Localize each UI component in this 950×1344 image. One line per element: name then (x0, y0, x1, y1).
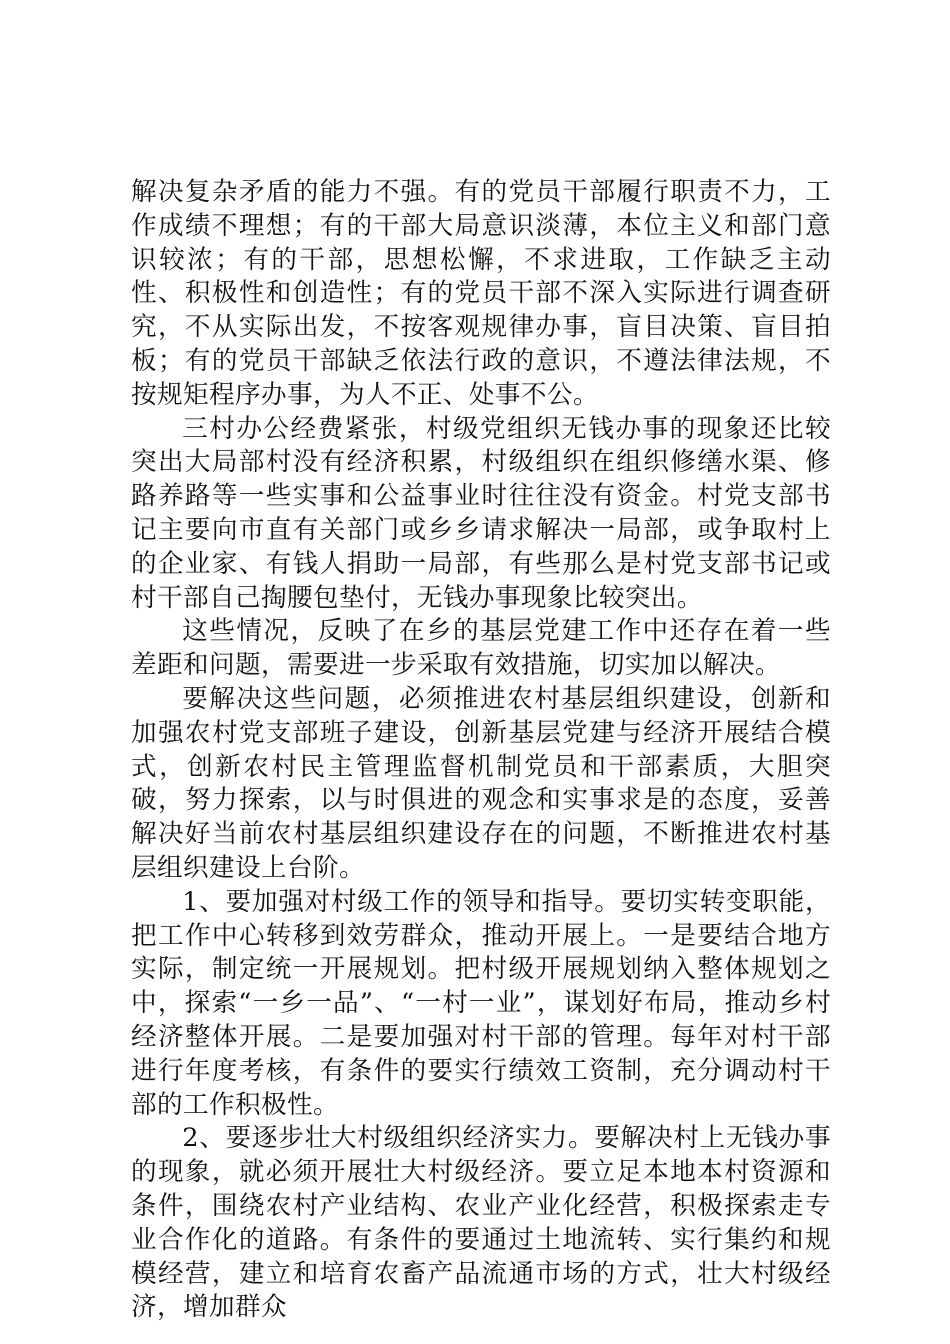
paragraph-5: 1、要加强对村级工作的领导和指导。要切实转变职能，把工作中心转移到效劳群众，推动开展上。一是要结合地方实际，制定统一开展规划。把村级开展规划纳入整体规划之中，探索“一乡一品”、“一村一业”，谋划好布局，推动乡村经济整体开展。二是要加强对村干部的管理。每年对村干部进行年度考核，有条件的要实行绩效工资制，充分调动村干部的工作积极性。 (131, 886, 831, 1120)
document-page (131, 176, 831, 1325)
paragraph-2: 三村办公经费紧张，村级党组织无钱办事的现象还比较突出大局部村没有经济积累，村级组织在组织修缮水渠、修路养路等一些实事和公益事业时往往没有资金。村党支部书记主要向市直有关部门或乡乡请求解决一局部，或争取村上的企业家、有钱人捐助一局部，有些那么是村党支部书记或村干部自己掏腰包垫付，无钱办事现象比较突出。 (131, 413, 831, 613)
paragraph-4: 要解决这些问题，必须推进农村基层组织建设，创新和加强农村党支部班子建设，创新基层党建与经济开展结合模式，创新农村民主管理监督机制党员和干部素质，大胆突破，努力探索，以与时俱进的观念和实事求是的态度，妥善解决好当前农村基层组织建设存在的问题，不断推进农村基层组织建设上台阶。 (131, 683, 831, 883)
paragraph-6: 2、要逐步壮大村级组织经济实力。要解决村上无钱办事的现象，就必须开展壮大村级经济。要立足本地本村资源和条件，围绕农村产业结构、农业产业化经营，积极探索走专业合作化的道路。有条件的要通过土地流转、实行集约和规模经营，建立和培育农畜产品流通市场的方式，壮大村级经济，增加群众 (131, 1123, 831, 1323)
paragraph-3: 这些情况，反映了在乡的基层党建工作中还存在着一些差距和问题，需要进一步采取有效措施，切实加以解决。 (131, 616, 831, 681)
paragraph-1: 解决复杂矛盾的能力不强。有的党员干部履行职责不力，工作成绩不理想；有的干部大局意识淡薄，本位主义和部门意识较浓；有的干部，思想松懈，不求进取，工作缺乏主动性、积极性和创造性；有的党员干部不深入实际进行调查研究，不从实际出发，不按客观规律办事，盲目决策、盲目拍板；有的党员干部缺乏依法行政的意识，不遵法律法规，不按规矩程序办事，为人不正、处事不公。 (131, 177, 831, 410)
